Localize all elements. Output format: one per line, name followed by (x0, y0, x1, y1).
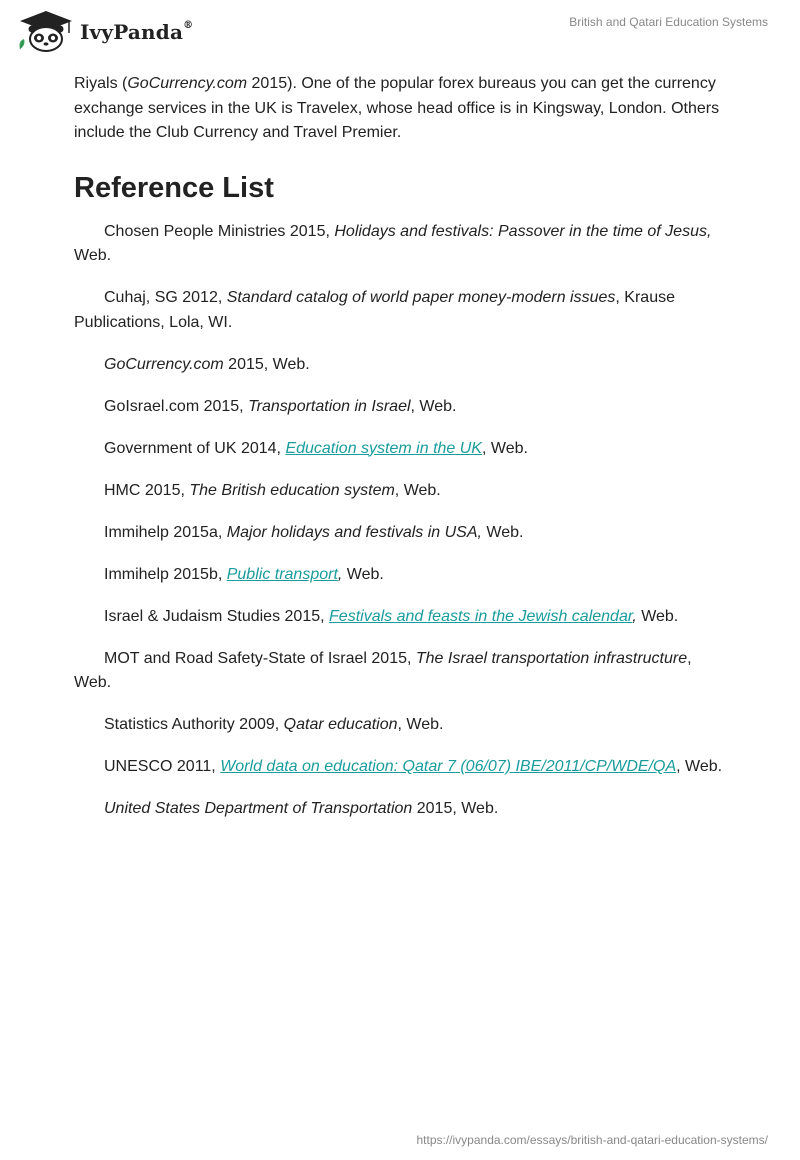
reference-item: Immihelp 2015b, Public transport, Web. (104, 565, 384, 583)
intro-paragraph: Riyals (GoCurrency.com 2015). One of the popular forex bureaus you can get the currency exchange services in the UK is Travelex, whose head office is in Kingsway, London. Others include the Club Currency and Travel Premier. (74, 75, 720, 141)
page-url-footer: https://ivypanda.com/essays/british-and-qatari-education-systems/ (416, 1133, 768, 1147)
reference-link[interactable]: Education system in the UK (285, 439, 482, 457)
reference-list (74, 220, 730, 822)
brand-name[interactable]: IvyPanda® (80, 20, 194, 44)
document-body (74, 72, 730, 839)
reference-item: Immihelp 2015a, Major holidays and festivals in USA, Web. (104, 523, 524, 541)
reference-link[interactable]: World data on education: Qatar 7 (06/07) IBE/2011/CP/WDE/QA (220, 758, 677, 775)
reference-item: MOT and Road Safety-State of Israel 2015, The Israel transportation infrastructure, Web. (74, 649, 692, 691)
reference-item: GoIsrael.com 2015, Transportation in Israel, Web. (104, 397, 457, 415)
reference-item: UNESCO 2011, World data on education: Qatar 7 (06/07) IBE/2011/CP/WDE/QA, Web. (104, 758, 723, 775)
reference-list-heading: Reference List (74, 171, 274, 204)
reference-link[interactable]: Festivals and feasts in the Jewish calendar (329, 607, 633, 625)
page-header (0, 0, 800, 64)
reference-link[interactable]: Public transport (226, 565, 338, 583)
ivypanda-logo-icon[interactable] (14, 9, 78, 53)
reference-item: Government of UK 2014, Education system in the UK, Web. (104, 439, 528, 457)
reference-item: Statistics Authority 2009, Qatar education, Web. (104, 716, 444, 733)
reference-item: Cuhaj, SG 2012, Standard catalog of world paper money-modern issues, Krause Publications, Lola, WI. (74, 289, 675, 331)
reference-item: Israel & Judaism Studies 2015, Festivals and feasts in the Jewish calendar, Web. (104, 607, 679, 625)
document-title: British and Qatari Education Systems (569, 15, 768, 29)
reference-item: United States Department of Transportation 2015, Web. (104, 800, 499, 817)
reference-item: Chosen People Ministries 2015, Holidays and festivals: Passover in the time of Jesus, Web. (74, 222, 712, 264)
reference-item: GoCurrency.com 2015, Web. (104, 355, 310, 373)
reference-item: HMC 2015, The British education system, Web. (104, 481, 441, 499)
